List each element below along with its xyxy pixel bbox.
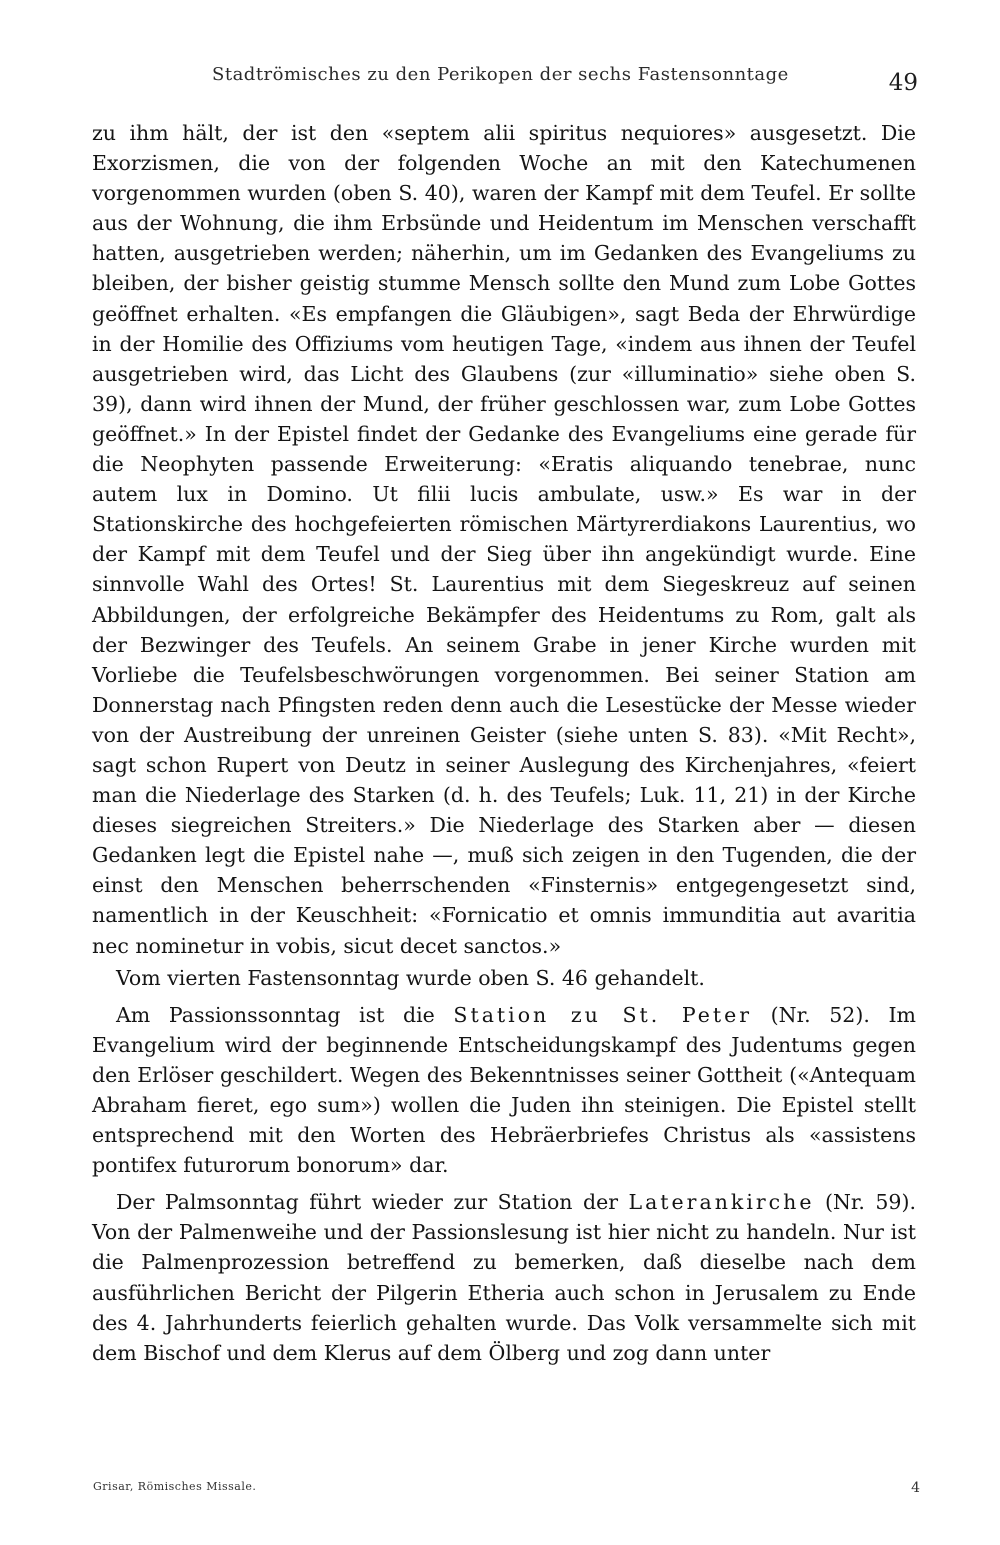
paragraph-4-lead: Der Palmsonntag führt wieder zur Station der — [116, 1190, 629, 1215]
page-number: 49 — [888, 70, 918, 96]
paragraph-3-lead: Am Passionssonntag ist die — [116, 1002, 454, 1027]
station-name-st-peter: Station zu St. Peter — [453, 1002, 753, 1027]
paragraph-4 — [92, 1187, 916, 1368]
footer-signature: Grisar, Römisches Missale. — [93, 1480, 257, 1493]
footer-sheet-number: 4 — [911, 1480, 920, 1496]
paragraph-3-rest: (Nr. 52). Im Evangelium wird der beginnende Entscheidungskampf des Judentums gegen den Erlöser geschildert. Wegen des Bekenntnisses seiner Gottheit («Antequam Abraham fieret, ego sum») wollen die Juden ihn steinigen. Die Epistel stellt entsprechend mit den Worten des Hebräerbriefes Christus als «assistens pontifex futurorum bonorum» dar. — [92, 1002, 916, 1178]
station-name-lateran: Laterankirche — [628, 1190, 815, 1215]
paragraph-2: Vom vierten Fastensonntag wurde oben S. 46 gehandelt. — [116, 965, 705, 990]
paragraph-4-rest: (Nr. 59). Von der Palmenweihe und der Passionslesung ist hier nicht zu handeln. Nur ist die Palmenprozession betreffend zu bemerken, daß dieselbe nach dem ausführlichen Bericht der Pilgerin Etheria auch schon in Jerusalem zu Ende des 4. Jahrhunderts feierlich gehalten wurde. Das Volk versammelte sich mit dem Bischof und dem Klerus auf dem Ölberg und zog dann unter — [92, 1190, 916, 1365]
paragraph-1: zu ihm hält, der ist den «septem alii spiritus nequiores» ausgesetzt. Die Exorzismen, die von der folgenden Woche an mit den Katechumenen vorgenommen wurden (oben S. 40), waren der Kampf mit dem Teufel. Er sollte aus der Wohnung, die ihm Erbsünde und Heidentum im Menschen verschafft hatten, ausgetrieben werden; näherhin, um im Gedanken des Evangeliums zu bleiben, der bisher geistig stumme Mensch sollte den Mund zum Lobe Gottes geöffnet erhalten. «Es empfangen die Gläubigen», sagt Beda der Ehrwürdige in der Homilie des Offiziums vom heutigen Tage, «indem aus ihnen der Teufel ausgetrieben wird, das Licht des Glaubens (zur «illuminatio» siehe oben S. 39), dann wird ihnen der Mund, der früher geschlossen war, zum Lobe Gottes geöffnet.» In der Epistel findet der Gedanke des Evangeliums eine gerade für die Neophyten passende Erweiterung: «Eratis aliquando tenebrae, nunc autem lux in Domino. Ut filii lucis ambulate, usw.» Es war in der Stationskirche des hochgefeierten römischen Märtyrerdiakons Laurentius, wo der Kampf mit dem Teufel und der Sieg über ihn angekündigt wurde. Eine sinnvolle Wahl des Ortes! St. Laurentius mit dem Siegeskreuz auf seinen Abbildungen, der erfolgreiche Bekämpfer des Heidentums zu Rom, galt als der Bezwinger des Teufels. An seinem Grabe in jener Kirche wurden mit Vorliebe die Teufelsbeschwörungen vorgenommen. Bei seiner Station am Donnerstag nach Pfingsten reden denn auch die Lesestücke der Messe wieder von der Austreibung der unreinen Geister (siehe unten S. 83). «Mit Recht», sagt schon Rupert von Deutz in seiner Auslegung des Kirchenjahres, «feiert man die Niederlage des Starken (d. h. des Teufels; Luk. 11, 21) in der Kirche dieses siegreichen Streiters.» Die Niederlage des Starken aber — diesen Gedanken legt die Epistel nahe —, muß sich zeigen in den Tugenden, die der einst den Menschen beherrschenden «Finsternis» entgegengesetzt sind, namentlich in der Keuschheit: «Fornicatio et omnis immunditia aut avaritia nec nominetur in vobis, sicut decet sanctos.» — [92, 121, 916, 958]
paragraph-3 — [92, 1000, 916, 1181]
running-title: Stadtrömisches zu den Perikopen der sechs Fastensonntage — [212, 64, 789, 85]
body-text — [92, 118, 916, 1368]
